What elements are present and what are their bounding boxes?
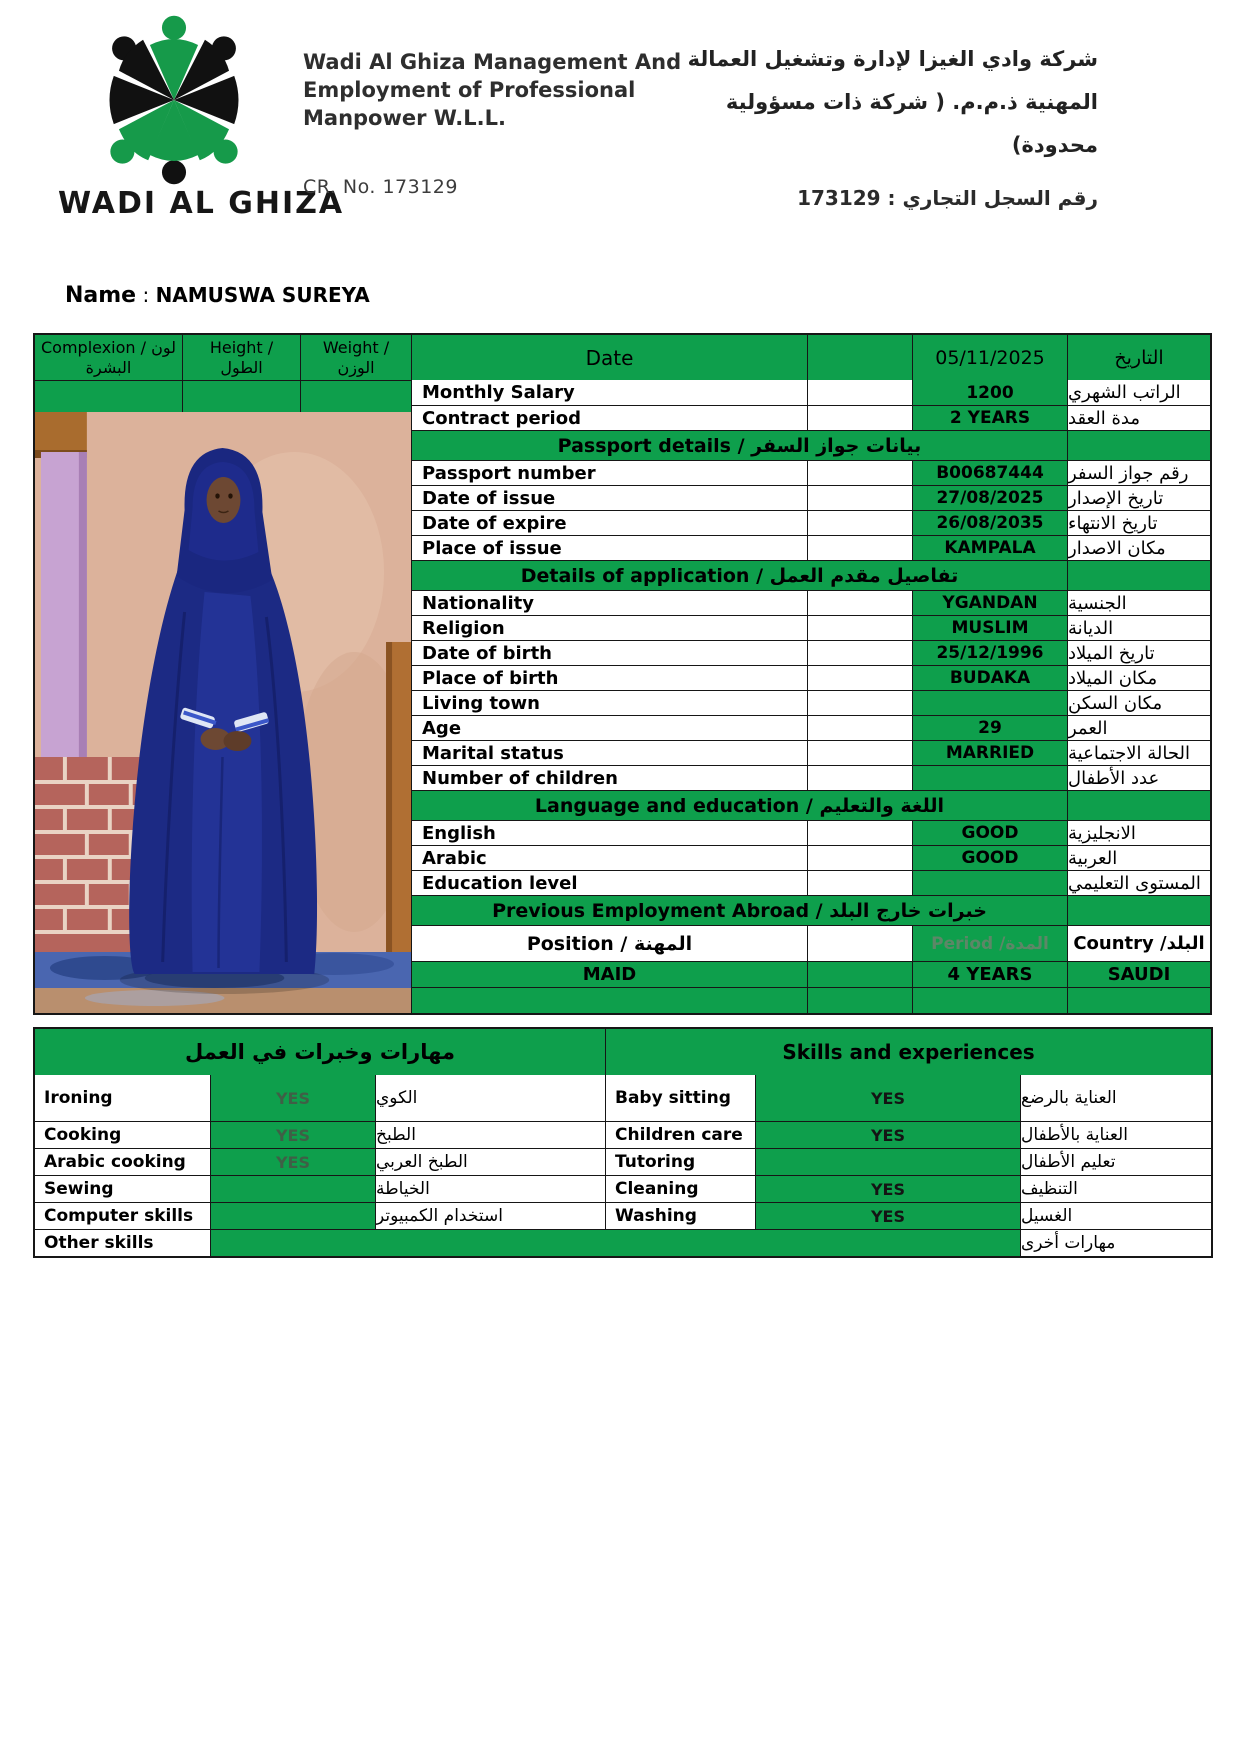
field-row — [412, 590, 1210, 615]
field-label: Date of expire — [412, 511, 807, 535]
field-label-arabic: الراتب الشهري — [1067, 380, 1210, 405]
empty-cell — [807, 461, 912, 485]
field-row — [412, 405, 1210, 430]
field-row — [412, 380, 1210, 405]
field-row — [412, 765, 1210, 790]
skill-value: YES — [755, 1176, 1020, 1202]
cr-number: CR. No. 173129 — [303, 176, 458, 198]
candidate-name-line — [65, 283, 370, 308]
skill-label-arabic: الغسيل — [1020, 1203, 1211, 1229]
empty-cell — [807, 871, 912, 895]
field-label-arabic: الانجليزية — [1067, 821, 1210, 845]
logo-wordmark: WADI AL GHIZA — [58, 186, 345, 221]
skill-label-arabic: العناية بالرضع — [1020, 1075, 1211, 1121]
position-value: MAID — [412, 962, 807, 987]
company-name-line1: Wadi Al Ghiza Management And — [303, 50, 682, 74]
field-label: Number of children — [412, 766, 807, 790]
field-label: Place of birth — [412, 666, 807, 690]
skill-label-arabic: استخدام الكمبيوتر — [375, 1203, 605, 1229]
candidate-photo — [35, 412, 411, 1013]
skill-label-arabic: التنظيف — [1020, 1176, 1211, 1202]
weight-header: Weight /الوزن — [300, 335, 411, 380]
candidate-name: NAMUSWA SUREYA — [155, 283, 370, 307]
field-value: YGANDAN — [912, 591, 1067, 615]
company-name-arabic — [648, 38, 1098, 167]
section-header: Details of application / تفاصيل مقدم العمل — [412, 561, 1067, 590]
field-label: English — [412, 821, 807, 845]
empty-cell — [1067, 431, 1210, 460]
skill-label: Cleaning — [605, 1176, 755, 1202]
empty-cell — [210, 1230, 1020, 1256]
field-label-arabic: رقم جواز السفر — [1067, 461, 1210, 485]
section-header-row — [412, 790, 1210, 820]
empty-cell — [807, 846, 912, 870]
skill-value: YES — [755, 1075, 1020, 1121]
skill-label: Washing — [605, 1203, 755, 1229]
skill-label-arabic: العناية بالأطفال — [1020, 1122, 1211, 1148]
employment-row — [412, 987, 1210, 1013]
field-value: KAMPALA — [912, 536, 1067, 560]
height-header: Height / الطول — [182, 335, 300, 380]
field-label: Age — [412, 716, 807, 740]
section-header: Passport details / بيانات جواز السفر — [412, 431, 1067, 460]
skills-header-row — [35, 1029, 1211, 1075]
skill-label-arabic: الكوي — [375, 1075, 605, 1121]
empty-cell — [807, 335, 912, 380]
company-name-line2: Employment of Professional — [303, 78, 636, 102]
field-label-arabic: عدد الأطفال — [1067, 766, 1210, 790]
field-value — [912, 871, 1067, 895]
field-label-arabic: الجنسية — [1067, 591, 1210, 615]
field-label: Education level — [412, 871, 807, 895]
skills-row — [35, 1229, 1211, 1256]
field-label: Monthly Salary — [412, 380, 807, 405]
empty-cell — [807, 741, 912, 765]
skill-label: Arabic cooking — [35, 1149, 210, 1175]
field-label-arabic: تاريخ الميلاد — [1067, 641, 1210, 665]
employment-header-row — [412, 925, 1210, 961]
position-value — [412, 988, 807, 1013]
field-label-arabic: الحالة الاجتماعية — [1067, 741, 1210, 765]
field-value: 1200 — [912, 380, 1067, 405]
empty-cell — [807, 486, 912, 510]
section-header-row — [412, 895, 1210, 925]
field-label: Nationality — [412, 591, 807, 615]
country-header: Country /البلد — [1067, 926, 1210, 961]
skill-label-arabic: تعليم الأطفال — [1020, 1149, 1211, 1175]
field-value: GOOD — [912, 846, 1067, 870]
field-label-arabic: تاريخ الإصدار — [1067, 486, 1210, 510]
company-name-arabic-line1: شركة وادي الغيزا لإدارة وتشغيل العمالة — [687, 47, 1098, 71]
field-label: Living town — [412, 691, 807, 715]
candidate-photo-illustration — [35, 412, 411, 1013]
skills-header-arabic: مهارات وخبرات في العمل — [35, 1029, 605, 1075]
field-value: 29 — [912, 716, 1067, 740]
date-value: 05/11/2025 — [912, 335, 1067, 380]
empty-cell — [807, 616, 912, 640]
field-row — [412, 715, 1210, 740]
empty-cell — [807, 716, 912, 740]
date-label-arabic: التاريخ — [1067, 335, 1210, 380]
field-row — [412, 460, 1210, 485]
period-value: 4 YEARS — [912, 962, 1067, 987]
skill-value: YES — [210, 1122, 375, 1148]
skill-value: YES — [210, 1149, 375, 1175]
empty-cell — [807, 511, 912, 535]
field-label: Marital status — [412, 741, 807, 765]
field-row — [412, 845, 1210, 870]
logo-emblem-icon — [88, 14, 260, 186]
field-label: Arabic — [412, 846, 807, 870]
empty-cell — [1067, 561, 1210, 590]
employment-row — [412, 961, 1210, 987]
field-label: Passport number — [412, 461, 807, 485]
company-logo-icon — [88, 14, 260, 186]
field-label: Place of issue — [412, 536, 807, 560]
field-value: BUDAKA — [912, 666, 1067, 690]
section-header-row — [412, 430, 1210, 460]
empty-cell — [807, 988, 912, 1013]
empty-cell — [807, 591, 912, 615]
empty-cell — [1067, 896, 1210, 925]
physical-photo-block — [35, 335, 412, 1013]
field-row — [412, 870, 1210, 895]
skill-label-arabic: الطبخ — [375, 1122, 605, 1148]
field-label-arabic: المستوى التعليمي — [1067, 871, 1210, 895]
skill-label: Tutoring — [605, 1149, 755, 1175]
field-value: 27/08/2025 — [912, 486, 1067, 510]
field-value: 25/12/1996 — [912, 641, 1067, 665]
cr-number-arabic: رقم السجل التجاري : 173129 — [797, 186, 1098, 210]
field-label-arabic: الديانة — [1067, 616, 1210, 640]
empty-cell — [807, 821, 912, 845]
field-label-arabic: العمر — [1067, 716, 1210, 740]
field-row — [412, 740, 1210, 765]
field-row — [412, 535, 1210, 560]
period-value — [912, 988, 1067, 1013]
empty-cell — [807, 536, 912, 560]
skills-table — [33, 1027, 1213, 1258]
skill-label: Ironing — [35, 1075, 210, 1121]
skills-header-english: Skills and experiences — [605, 1029, 1211, 1075]
field-row — [412, 485, 1210, 510]
complexion-value — [35, 381, 182, 412]
weight-value — [300, 381, 411, 412]
field-value — [912, 766, 1067, 790]
skill-label-arabic: الخياطة — [375, 1176, 605, 1202]
section-header-row — [412, 560, 1210, 590]
field-value — [912, 691, 1067, 715]
company-name-line3: Manpower W.L.L. — [303, 106, 506, 130]
field-label: Date of issue — [412, 486, 807, 510]
candidate-info-table — [33, 333, 1212, 1015]
empty-cell — [807, 406, 912, 430]
skill-value: YES — [755, 1122, 1020, 1148]
field-label-arabic: مكان الاصدار — [1067, 536, 1210, 560]
empty-cell — [807, 641, 912, 665]
empty-cell — [807, 691, 912, 715]
company-name-arabic-line3: محدودة) — [1011, 133, 1098, 157]
skill-value — [210, 1203, 375, 1229]
skill-value — [210, 1176, 375, 1202]
empty-cell — [807, 926, 912, 961]
field-row — [412, 665, 1210, 690]
empty-cell — [1067, 791, 1210, 820]
name-label: Name — [65, 283, 137, 308]
country-value: SAUDI — [1067, 962, 1210, 987]
empty-cell — [807, 380, 912, 405]
period-header: Period /المدة — [912, 926, 1067, 961]
field-row — [412, 690, 1210, 715]
skill-label-arabic: الطبخ العربي — [375, 1149, 605, 1175]
country-value — [1067, 988, 1210, 1013]
section-header: Previous Employment Abroad / خبرات خارج البلد — [412, 896, 1067, 925]
date-row — [412, 335, 1210, 380]
skills-row — [35, 1075, 1211, 1121]
skill-label: Children care — [605, 1122, 755, 1148]
field-row — [412, 510, 1210, 535]
skill-value: YES — [210, 1075, 375, 1121]
field-value: 26/08/2035 — [912, 511, 1067, 535]
empty-cell — [807, 666, 912, 690]
position-header: Position / المهنة — [412, 926, 807, 961]
complexion-header: Complexion / لون البشرة — [35, 335, 182, 380]
field-label-arabic: العربية — [1067, 846, 1210, 870]
empty-cell — [807, 766, 912, 790]
field-value: MARRIED — [912, 741, 1067, 765]
field-label-arabic: مكان الميلاد — [1067, 666, 1210, 690]
skill-value — [755, 1149, 1020, 1175]
field-row — [412, 615, 1210, 640]
field-value: B00687444 — [912, 461, 1067, 485]
skill-label: Baby sitting — [605, 1075, 755, 1121]
skills-row — [35, 1148, 1211, 1175]
name-separator: : — [136, 283, 156, 307]
field-row — [412, 820, 1210, 845]
details-block — [412, 335, 1210, 1013]
height-value — [182, 381, 300, 412]
field-label: Date of birth — [412, 641, 807, 665]
skills-row — [35, 1202, 1211, 1229]
company-name-english — [303, 48, 683, 132]
field-label-arabic: مكان السكن — [1067, 691, 1210, 715]
field-row — [412, 640, 1210, 665]
field-label-arabic: تاريخ الانتهاء — [1067, 511, 1210, 535]
physical-value-row — [35, 380, 411, 412]
company-name-arabic-line2: المهنية ذ.م.م. ( شركة ذات مسؤولية — [725, 90, 1098, 114]
field-value: 2 YEARS — [912, 406, 1067, 430]
section-header: Language and education / اللغة والتعليم — [412, 791, 1067, 820]
skills-row — [35, 1121, 1211, 1148]
field-value: MUSLIM — [912, 616, 1067, 640]
empty-cell — [807, 962, 912, 987]
skill-label-arabic: مهارات أخرى — [1020, 1230, 1211, 1256]
skill-label: Sewing — [35, 1176, 210, 1202]
skills-row — [35, 1175, 1211, 1202]
skill-label: Other skills — [35, 1230, 210, 1256]
field-label-arabic: مدة العقد — [1067, 406, 1210, 430]
date-label: Date — [412, 335, 807, 380]
skill-label: Cooking — [35, 1122, 210, 1148]
skill-label: Computer skills — [35, 1203, 210, 1229]
field-label: Religion — [412, 616, 807, 640]
field-label: Contract period — [412, 406, 807, 430]
skill-value: YES — [755, 1203, 1020, 1229]
physical-header-row — [35, 335, 411, 380]
field-value: GOOD — [912, 821, 1067, 845]
